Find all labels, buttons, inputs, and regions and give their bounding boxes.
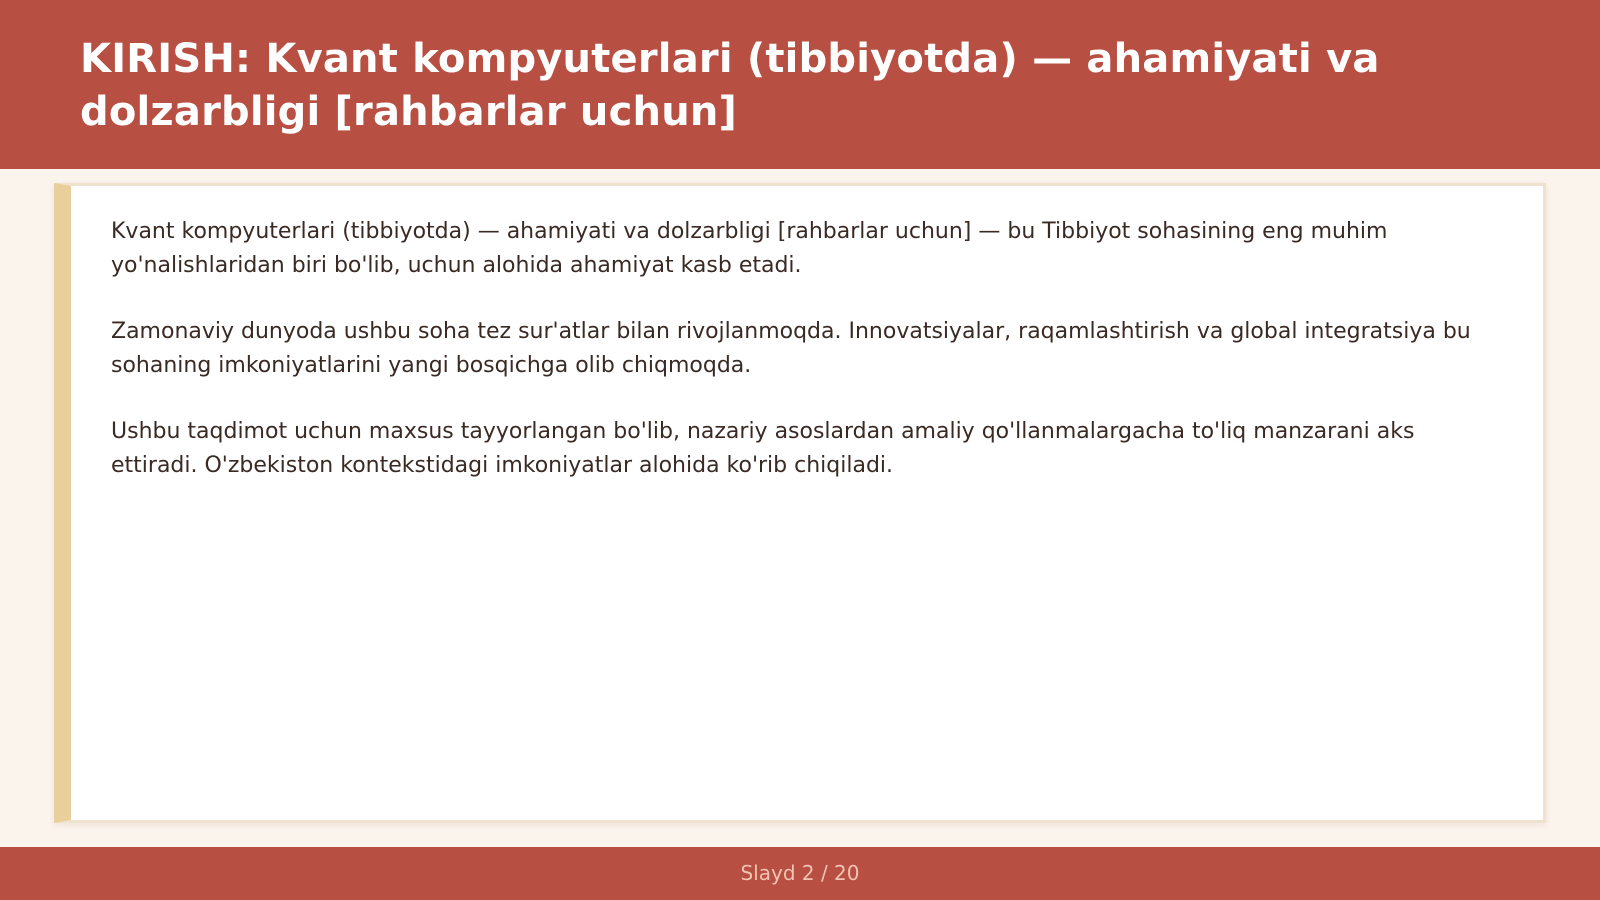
content-panel bbox=[54, 183, 1546, 823]
modern-world-paragraph: Zamonaviy dunyoda ushbu soha tez sur'atlar bilan rivojlanmoqda. Innovatsiyalar, raqamlashtirish va global integratsiya bu sohaning imkoniyatlarini yangi bosqichga olib chiqmoqda. bbox=[111, 319, 1471, 378]
slide-counter: Slayd 2 / 20 bbox=[740, 861, 860, 885]
slide-footer bbox=[0, 847, 1600, 900]
slide-header bbox=[0, 0, 1600, 169]
slide-title: KIRISH: Kvant kompyuterlari (tibbiyotda) — ahamiyati va dolzarbligi [rahbarlar uchun] bbox=[80, 36, 1380, 135]
presentation-scope-paragraph: Ushbu taqdimot uchun maxsus tayyorlangan bo'lib, nazariy asoslardan amaliy qo'llanmalargacha to'liq manzarani aks ettiradi. O'zbekiston kontekstidagi imkoniyatlar alohida ko'rib chiqiladi. bbox=[111, 419, 1415, 478]
intro-paragraph: Kvant kompyuterlari (tibbiyotda) — ahamiyati va dolzarbligi [rahbarlar uchun] — bu Tibbiyot sohasining eng muhim yo'nalishlaridan biri bo'lib, uchun alohida ahamiyat kasb etadi. bbox=[111, 219, 1388, 278]
